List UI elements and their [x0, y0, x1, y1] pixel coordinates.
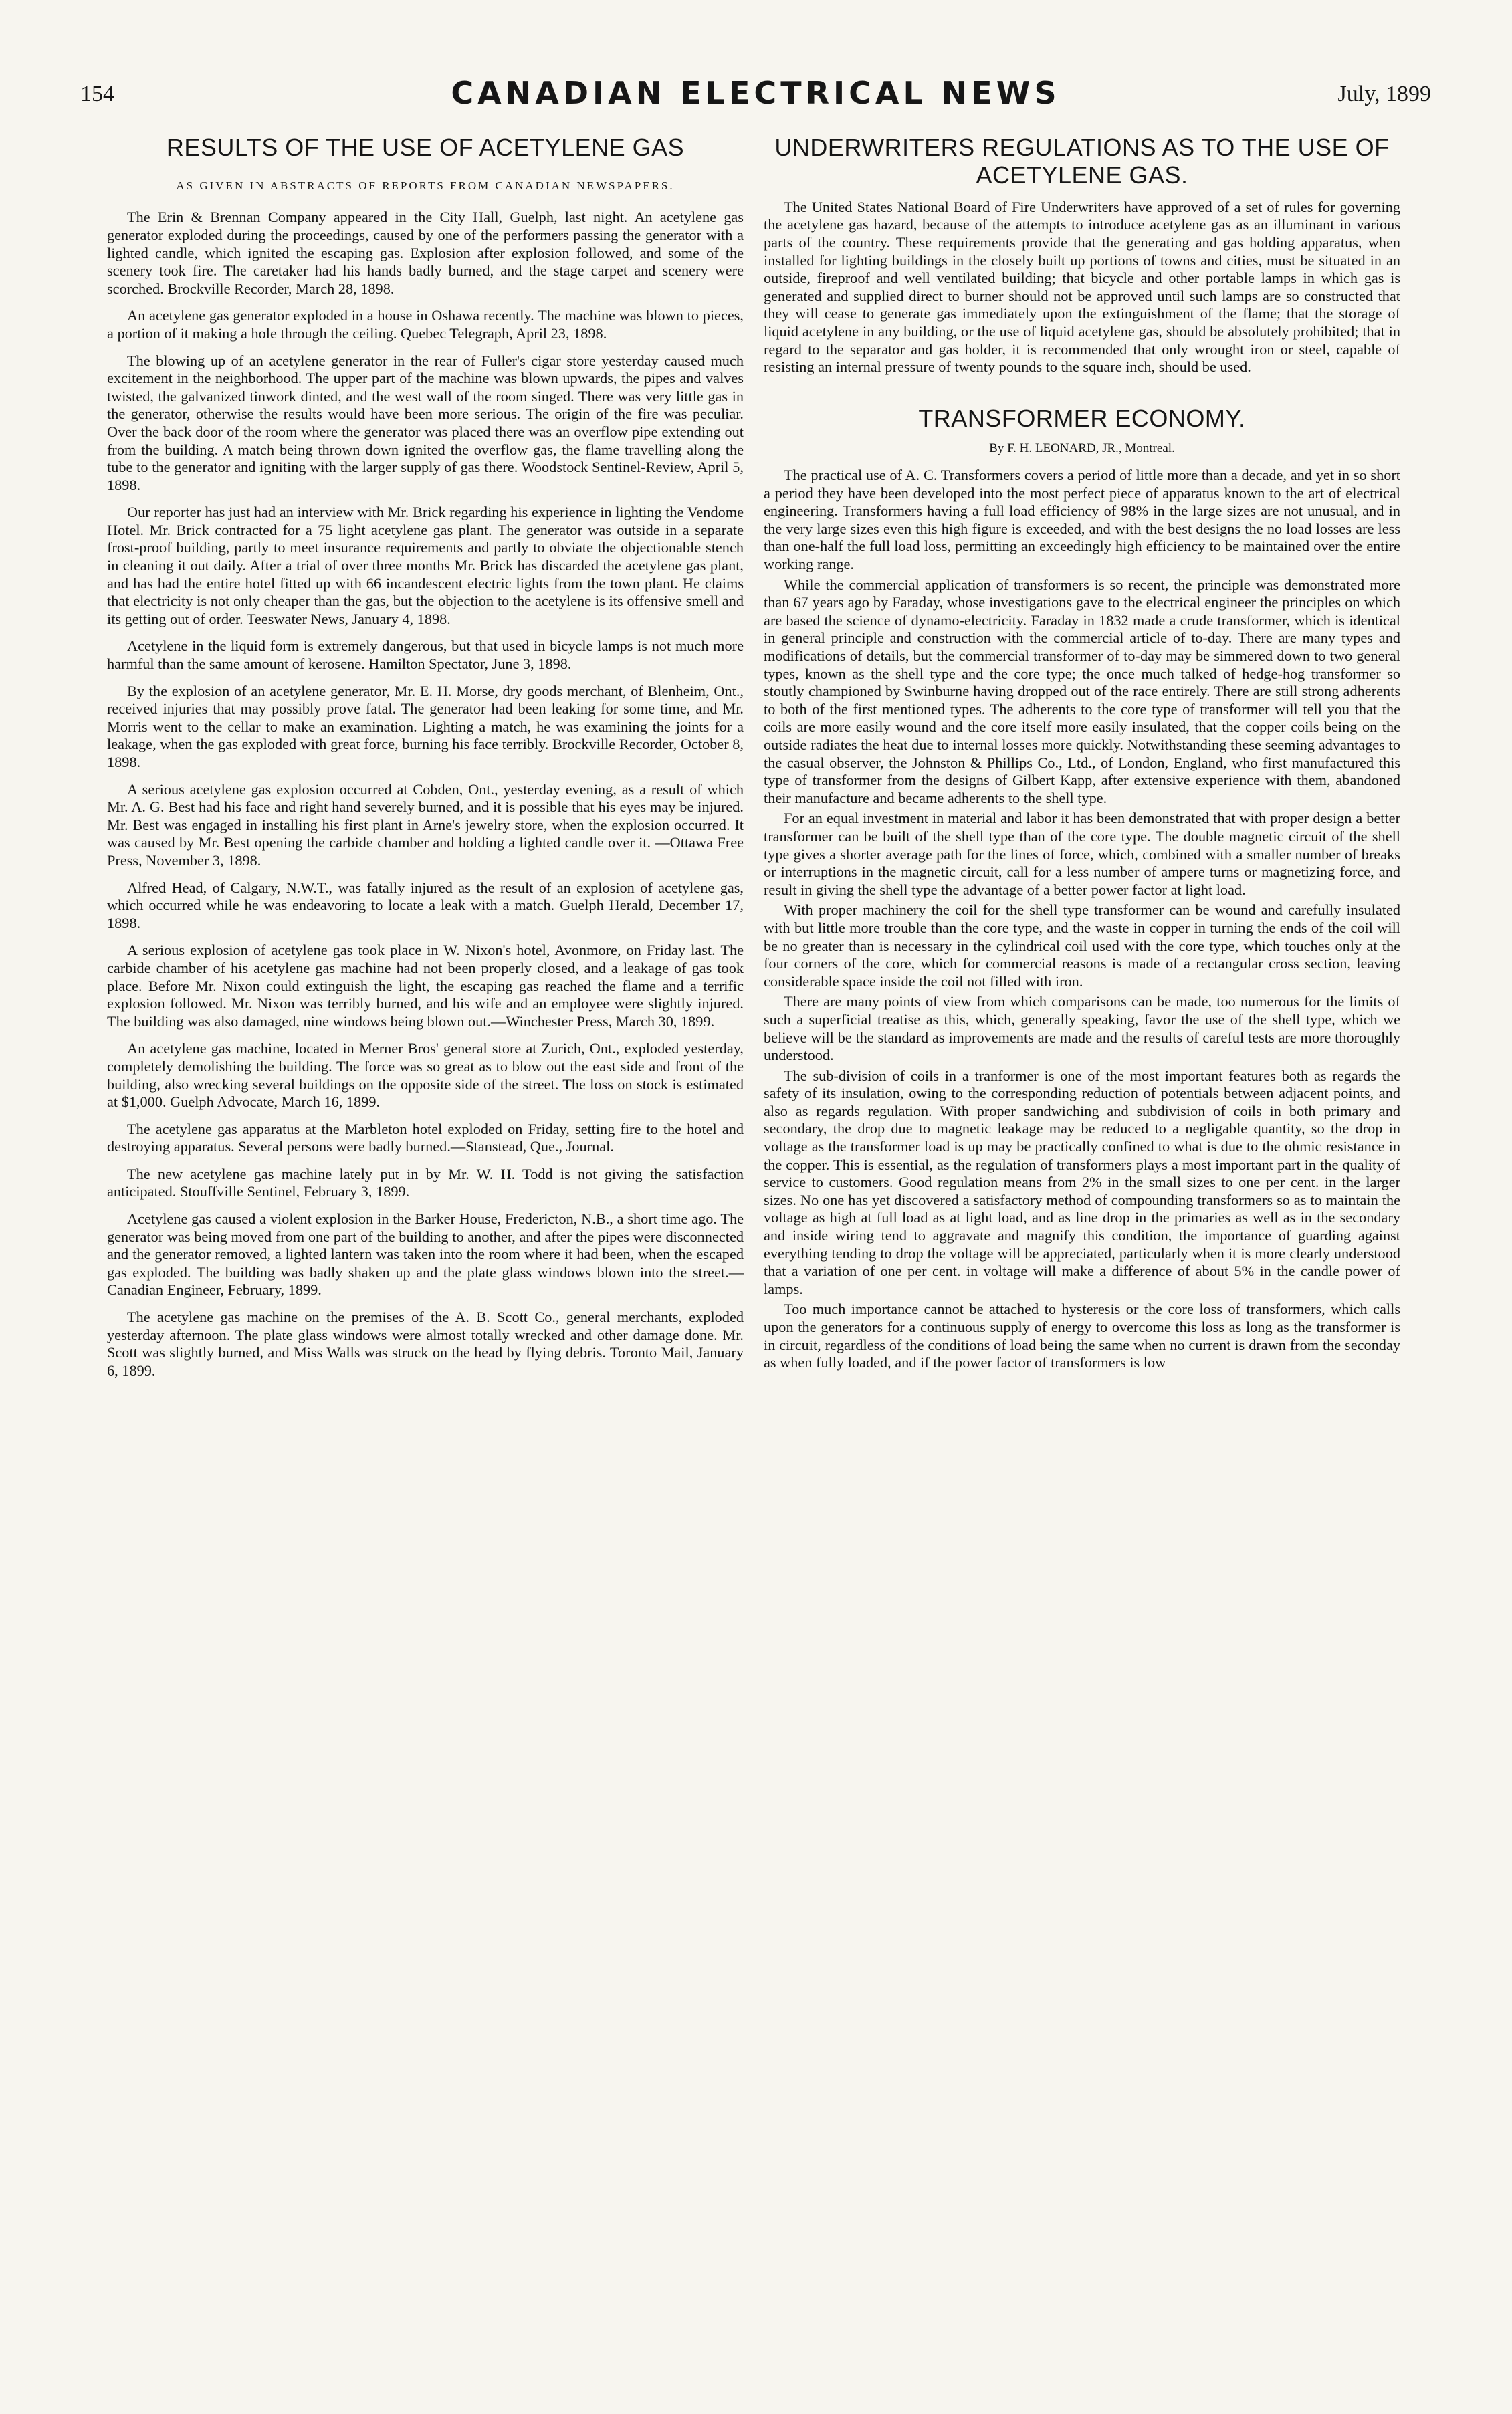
masthead: CANADIAN ELECTRICAL NEWS — [451, 75, 1061, 111]
transformer-article-title: TRANSFORMER ECONOMY. — [918, 404, 1246, 432]
article-paragraph: Too much importance cannot be attached to hysteresis or the core loss of transformers, which calls upon the generators for a continuous supply of energy to overcome this loss as long as the transformer is in circuit, regardless of the conditions of load being the same when no current is drawn from the seconday as when fully loaded, and if the power factor of transformers is low — [764, 1301, 1400, 1371]
article-paragraph: While the commercial application of transformers is so recent, the principle was demonstrated more than 67 years ago by Faraday, whose investigations gave to the electrical engineer the principles on which are based the science of dynamo-electricity. Faraday in 1832 made a crude transformer, which is identical in general principle and construction with the commercial article of to-day. There are many types and modifications of details, but the commercial transformer of to-day may be simmered down to two general types, known as the shell type and the core type; the once much talked of hedge-hog transformer so stoutly championed by Swinburne having dropped out of the race entirely. There are still strong adherents to both of the first mentioned types. The adherents to the core type of transformer will tell you that the coils are more easily wound and the core itself more easily insulated, that the copper coils being on the outside radiates the heat due to internal losses more quickly. Notwithstanding these seeming advantages to the casual observer, the Johnston & Phillips Co., Ltd., of London, England, who first manufactured this type of transformer from the designs of Gilbert Kapp, after extensive experience with them, abandoned their manufacture and became adherents to the shell type. — [764, 576, 1400, 806]
article-paragraph: The Erin & Brennan Company appeared in the City Hall, Guelph, last night. An acetylene gas generator exploded during the proceedings, caused by one of the performers passing the generator with a lighted candle, which ignited the escaping gas. Explosion after explosion followed, and some of the scenery took fire. The caretaker had his hands badly burned, and the stage carpet and scenery were scorched. Brockville Recorder, March 28, 1898. — [107, 209, 744, 297]
right-column — [764, 134, 1400, 2394]
article-paragraph: Alfred Head, of Calgary, N.W.T., was fatally injured as the result of an explosion of acetylene gas, which occurred while he was endeavoring to locate a leak with a match. Guelph Herald, December 17, 1898. — [107, 879, 744, 931]
article-paragraph: The blowing up of an acetylene generator in the rear of Fuller's cigar store yesterday caused much excitement in the neighborhood. The upper part of the machine was blown upwards, the pipes and valves twisted, the galvanized tinwork dinted, and the west wall of the room singed. There was very little gas in the generator, otherwise the results would have been more serious. The origin of the fire was peculiar. Over the back door of the room where the generator was placed there was an overflow pipe extending out from the building. A match being thrown down ignited the overflow gas, the flame travelling along the tube to the generator and igniting with the larger supply of gas there. Woodstock Sentinel-Review, April 5, 1898. — [107, 352, 744, 493]
acetylene-article-title: RESULTS OF THE USE OF ACETYLENE GAS — [166, 134, 685, 161]
article-paragraph: An acetylene gas machine, located in Merner Bros' general store at Zurich, Ont., exploded yesterday, completely demolishing the building. The force was so great as to blow out the east side and front of the building, also wrecking several buildings on the opposite side of the street. The loss on stock is estimated at $1,000. Guelph Advocate, March 16, 1899. — [107, 1040, 744, 1111]
article-paragraph: Acetylene gas caused a violent explosion in the Barker House, Fredericton, N.B., a short time ago. The generator was being moved from one part of the building to another, and after the pipes were disconnected and the generator removed, a lighted lantern was taken into the room where it had been, when the escaped gas exploded. The building was badly shaken up and the plate glass windows blown into the street.—Canadian Engineer, February, 1899. — [107, 1210, 744, 1299]
article-paragraph: For an equal investment in material and labor it has been demonstrated that with proper design a better transformer can be built of the shell type than of the core type. The double magnetic circuit of the shell type gives a shorter average path for the lines of force, which, combined with a smaller number of breaks or interruptions in the magnetic circuit, call for a less number of ampere turns or magnetizing force, and result in giving the shell type the advantage of a better power factor at light load. — [764, 810, 1400, 898]
article-paragraph: A serious acetylene gas explosion occurred at Cobden, Ont., yesterday evening, as a result of which Mr. A. G. Best had his face and right hand severely burned, and it is possible that his eyes may be injured. Mr. Best was engaged in installing his first plant in Arne's jewelry store, when the explosion occurred. It was caused by Mr. Best opening the carbide chamber and holding a lighted candle over it. —Ottawa Free Press, November 3, 1898. — [107, 780, 744, 869]
article-paragraph: An acetylene gas generator exploded in a house in Oshawa recently. The machine was blown to pieces, a portion of it making a hole through the ceiling. Quebec Telegraph, April 23, 1898. — [107, 307, 744, 342]
article-paragraph: The sub-division of coils in a tranformer is one of the most important features both as regards the safety of its insulation, owing to the corresponding reduction of potentials between adjacent points, and also as regards regulation. With proper sandwiching and subdivision of coils in both primary and secondary, the drop due to magnetic leakage may be reduced to a negligable quantity, so the drop in voltage as the transformer load is up may be practically confined to what is due to the ohmic resistance in the copper. This is essential, as the regulation of transformers plays a most important part in the quality of service to customers. Good regulation means from 2% in the small sizes to one per cent. in the larger sizes. No one has yet discovered a satisfactory method of compounding transformers so as to maintain the voltage as high at full load as at light load, and as line drop in the primaries as well as in the secondary and inside wiring tend to aggravate and magnify this condition, the importance of guarding against everything tending to drop the voltage will be appreciated, particularly when it is more clearly understood that a variation of one per cent. in voltage will make a difference of about 5% in the candle power of lamps. — [764, 1067, 1400, 1297]
article-paragraph: Our reporter has just had an interview with Mr. Brick regarding his experience in lighting the Vendome Hotel. Mr. Brick contracted for a 75 light acetylene gas plant. The generator was outside in a separate frost-proof building, partly to meet insurance requirements and partly to obviate the objectionable stench in cleaning it out daily. After a trial of over three months Mr. Brick has discarded the acetylene gas plant, and has had the entire hotel fitted up with 66 incandescent electric lights from the town plant. He claims that electricity is not only cheaper than the gas, but the objection to the acetylene is its offensive smell and its getting out of order. Teeswater News, January 4, 1898. — [107, 504, 744, 627]
left-column — [107, 134, 744, 2394]
article-paragraph: With proper machinery the coil for the shell type transformer can be wound and carefully insulated with but little more trouble than the core type, and the waste in copper in turning the ends of the coil will be no greater than is necessary in the cylindrical coil used with the core type, which touches only at the four corners of the core, which for commercial reasons is made of a rectangular cross section, leaving considerable space inside the coil not filled with iron. — [764, 901, 1400, 990]
transformer-article-byline: By F. H. LEONARD, JR., Montreal. — [989, 441, 1175, 456]
page-number: 154 — [80, 82, 114, 106]
article-paragraph: The practical use of A. C. Transformers covers a period of little more than a decade, and yet in so short a period they have been developed into the most perfect piece of apparatus known to the art of electrical engineering. Transformers having a full load efficiency of 98% in the large sizes are not unusual, and in the very large sizes even this high figure is exceeded, and with the best designs the no load losses are less than one-half the full load loss, permitting an exceedingly high efficiency to be maintained over the entire working range. — [764, 467, 1400, 573]
article-paragraph: By the explosion of an acetylene generator, Mr. E. H. Morse, dry goods merchant, of Blenheim, Ont., received injuries that may possibly prove fatal. The generator had been leaking for some time, and Mr. Morris went to the cellar to make an examination. Lighting a match, he was examining the joints for a leakage, when the gas exploded with great force, burning his face terribly. Brockville Recorder, October 8, 1898. — [107, 682, 744, 771]
article-paragraph: The new acetylene gas machine lately put in by Mr. W. H. Todd is not giving the satisfaction anticipated. Stouffville Sentinel, February 3, 1899. — [107, 1165, 744, 1200]
article-paragraph: A serious explosion of acetylene gas took place in W. Nixon's hotel, Avonmore, on Friday last. The carbide chamber of his acetylene gas machine had not been properly closed, and a leakage of gas took place. Before Mr. Nixon could extinguish the light, the escaping gas reached the flame and a terrific explosion followed. Mr. Nixon was terribly burned, and his wife and an employee were slightly injured. The building was also damaged, nine windows being blown out.—Winchester Press, March 30, 1899. — [107, 942, 744, 1030]
article-paragraph: The acetylene gas machine on the premises of the A. B. Scott Co., general merchants, exploded yesterday afternoon. The plate glass windows were almost totally wrecked and other damage done. Mr. Scott was slightly burned, and Miss Walls was struck on the head by flying debris. Toronto Mail, January 6, 1899. — [107, 1309, 744, 1379]
issue-date: July, 1899 — [1337, 82, 1431, 106]
article-paragraph: There are many points of view from which comparisons can be made, too numerous for the limits of such a superficial treatise as this, which, generally speaking, favor the use of the shell type, which we believe will be the standard as improvements are made and the results of careful tests are more thoroughly understood. — [764, 993, 1400, 1064]
underwriters-article-title: UNDERWRITERS REGULATIONS AS TO THE USE OF ACETYLENE GAS. — [774, 134, 1390, 189]
page-header — [80, 75, 1431, 116]
article-paragraph: Acetylene in the liquid form is extremely dangerous, but that used in bicycle lamps is not much more harmful than the same amount of kerosene. Hamilton Spectator, June 3, 1898. — [107, 637, 744, 673]
article-paragraph: The acetylene gas apparatus at the Marbleton hotel exploded on Friday, setting fire to the hotel and destroying apparatus. Several persons were badly burned.—Stanstead, Que., Journal. — [107, 1120, 744, 1156]
article-paragraph: The United States National Board of Fire Underwriters have approved of a set of rules for governing the acetylene gas hazard, because of the attempts to introduce acetylene gas as an illuminant in various parts of the country. These requirements provide that the generating and gas holding apparatus, when installed for lighting buildings in the closely built up portions of towns and cities, must be situated in an outside, fireproof and well ventilated building; that bicycle and other portable lamps in which gas is generated and supplied direct to burner should not be approved until such lamps are so constructed that they will cease to generate gas immediately upon the extinguishment of the flame; that the storage of liquid acetylene in any building, or the use of liquid acetylene gas, should be absolutely prohibited; that in regard to the separator and gas holder, it is recommended that only wrought iron or steel, capable of resisting an internal pressure of twenty pounds to the square inch, should be used. — [764, 198, 1400, 376]
acetylene-article-subtitle: AS GIVEN IN ABSTRACTS OF REPORTS FROM CANADIAN NEWSPAPERS. — [176, 179, 675, 193]
